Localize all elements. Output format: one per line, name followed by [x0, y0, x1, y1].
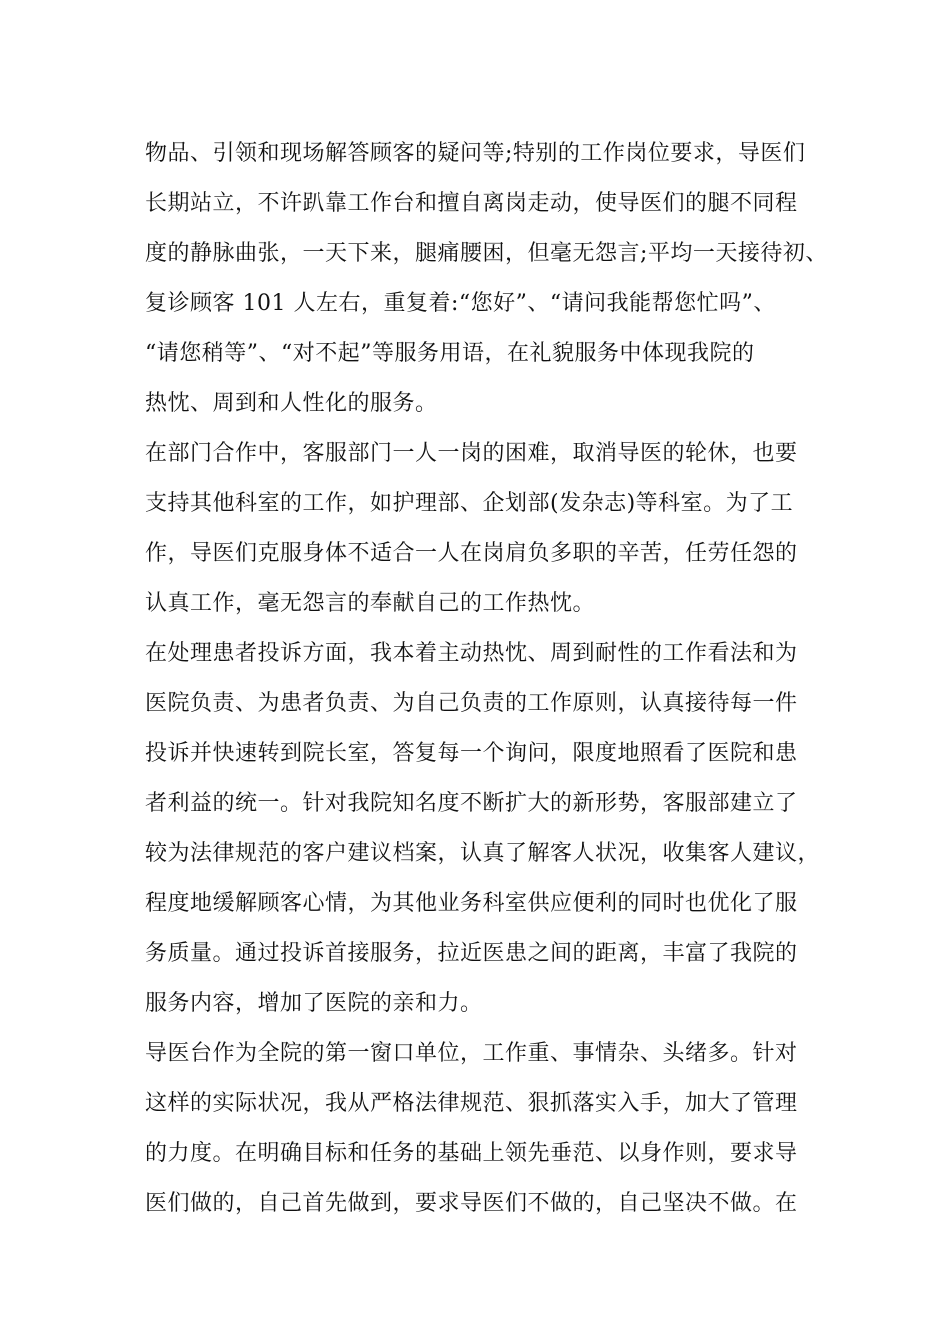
text-line: 导医台作为全院的第一窗口单位，工作重、事情杂、头绪多。针对	[145, 1041, 798, 1066]
text-line: “请您稍等”、“对不起”等服务用语，在礼貌服务中体现我院的	[145, 341, 755, 366]
body-text	[145, 129, 835, 1229]
text-line: 服务内容，增加了医院的亲和力。	[145, 991, 483, 1016]
text-line: 认真工作，毫无怨言的奉献自己的工作热忱。	[145, 591, 596, 616]
text-line: 的力度。在明确目标和任务的基础上领先垂范、以身作则，要求导	[145, 1141, 798, 1166]
text-line: 者利益的统一。针对我院知名度不断扩大的新形势，客服部建立了	[145, 791, 798, 816]
text-line: 度的静脉曲张，一天下来，腿痛腰困，但毫无怨言;平均一天接待初、	[145, 241, 828, 266]
text-line: 长期站立，不许趴靠工作台和擅自离岗走动，使导医们的腿不同程	[145, 191, 798, 216]
text-line: 作，导医们克服身体不适合一人在岗肩负多职的辛苦，任劳任怨的	[145, 541, 798, 566]
text-line: 在部门合作中，客服部门一人一岗的困难，取消导医的轮休，也要	[145, 441, 798, 466]
text-line: 医院负责、为患者负责、为自己负责的工作原则，认真接待每一件	[145, 691, 798, 716]
text-line: 务质量。通过投诉首接服务，拉近医患之间的距离，丰富了我院的	[145, 941, 798, 966]
text-line: 医们做的，自己首先做到，要求导医们不做的，自己坚决不做。在	[145, 1191, 798, 1216]
text-line: 热忱、周到和人性化的服务。	[145, 391, 438, 416]
text-line: 在处理患者投诉方面，我本着主动热忱、周到耐性的工作看法和为	[145, 641, 798, 666]
text-line: 复诊顾客 101 人左右，重复着:“您好”、“请问我能帮您忙吗”、	[145, 291, 776, 316]
text-line: 投诉并快速转到院长室，答复每一个询问，限度地照看了医院和患	[145, 741, 798, 766]
text-line: 物品、引领和现场解答顾客的疑问等;特别的工作岗位要求，导医们	[145, 141, 806, 166]
text-line: 较为法律规范的客户建议档案，认真了解客人状况，收集客人建议，	[145, 841, 821, 866]
text-line: 程度地缓解顾客心情，为其他业务科室供应便利的同时也优化了服	[145, 891, 798, 916]
text-line: 支持其他科室的工作，如护理部、企划部(发杂志)等科室。为了工	[145, 491, 794, 516]
text-line: 这样的实际状况，我从严格法律规范、狠抓落实入手，加大了管理	[145, 1091, 798, 1116]
